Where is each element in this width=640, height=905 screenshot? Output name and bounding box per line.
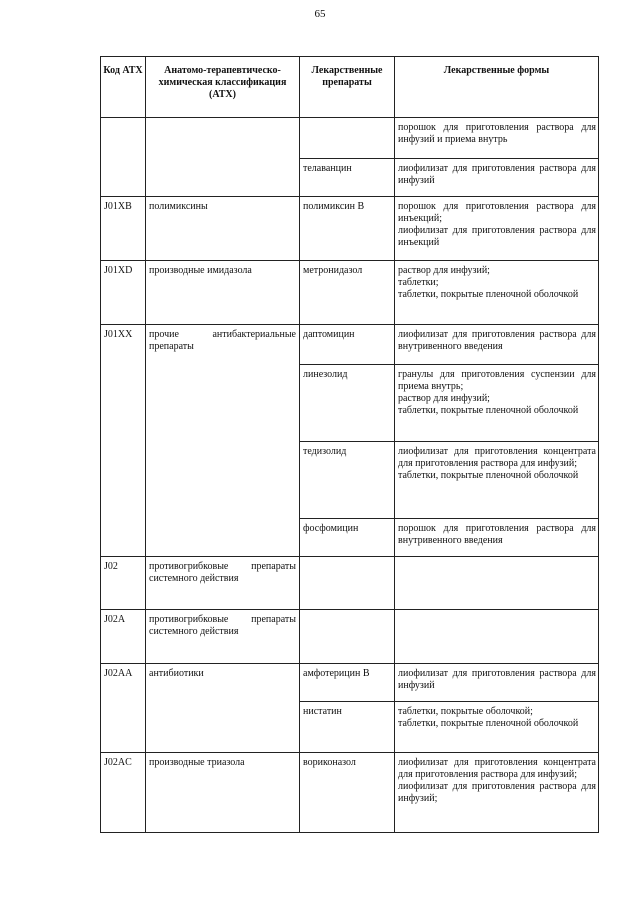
drug-cell: даптомицин [300,325,395,365]
form-line: порошок для приготовления раствора для инъекций; [398,201,596,224]
drug-cell: тедизолид [300,442,395,519]
drug-cell: амфотерицин В [300,664,395,702]
drug-cell: нистатин [300,702,395,753]
drug-cell [300,610,395,664]
table-row [101,325,599,365]
atc-cell: противогрибковые препараты системного действия [146,557,300,610]
forms-cell [395,610,599,664]
atc-drug-table [100,56,599,833]
drug-cell: телаванцин [300,159,395,197]
header-drugs: Лекарственные препараты [300,57,395,118]
form-line: раствор для инфузий; [398,265,490,276]
code-cell [101,118,146,197]
table-row [101,610,599,664]
form-line: лиофилизат для приготовления раствора для инъекций [398,225,596,248]
code-cell: J01XX [101,325,146,557]
forms-cell [395,197,599,261]
code-cell: J02AA [101,664,146,753]
drug-cell: полимиксин В [300,197,395,261]
forms-cell [395,702,599,753]
form-line: гранулы для приготовления суспензии для приема внутрь; [398,369,596,392]
atc-cell: прочие антибактериальные препараты [146,325,300,557]
form-line: таблетки, покрытые пленочной оболочкой [398,470,579,481]
forms-cell [395,557,599,610]
table-header-row [101,57,599,118]
table-row [101,753,599,833]
atc-cell: антибиотики [146,664,300,753]
table-row [101,664,599,702]
page-number: 65 [314,8,326,20]
atc-cell: производные имидазола [146,261,300,325]
form-line: таблетки; [398,277,439,288]
forms-cell: порошок для приготовления раствора для внутривенного введения [395,519,599,557]
atc-cell: противогрибковые препараты системного действия [146,610,300,664]
forms-cell [395,365,599,442]
form-line: таблетки, покрытые пленочной оболочкой [398,289,579,300]
header-code: Код АТХ [101,57,146,118]
forms-cell: лиофилизат для приготовления раствора для инфузий [395,159,599,197]
drug-cell: фосфомицин [300,519,395,557]
code-cell: J02A [101,610,146,664]
form-line: лиофилизат для приготовления концентрата для приготовления раствора для инфузий; [398,757,596,780]
atc-cell [146,118,300,197]
forms-cell [395,442,599,519]
form-line: таблетки, покрытые оболочкой; [398,706,533,717]
drug-cell: вориконазол [300,753,395,833]
table-row [101,261,599,325]
drug-cell [300,118,395,159]
table-row [101,197,599,261]
form-line: лиофилизат для приготовления концентрата для приготовления раствора для инфузий; [398,446,596,469]
code-cell: J01XB [101,197,146,261]
header-forms: Лекарственные формы [395,57,599,118]
form-line: таблетки, покрытые пленочной оболочкой [398,405,579,416]
table-row [101,557,599,610]
header-atc: Анатомо-терапевтическо-химическая классификация (АТХ) [146,57,300,118]
code-cell: J02AC [101,753,146,833]
form-line: раствор для инфузий; [398,393,490,404]
drug-cell: метронидазол [300,261,395,325]
drug-cell: линезолид [300,365,395,442]
form-line: лиофилизат для приготовления раствора для инфузий; [398,781,596,804]
forms-cell: порошок для приготовления раствора для инфузий и приема внутрь [395,118,599,159]
atc-cell: производные триазола [146,753,300,833]
forms-cell [395,261,599,325]
forms-cell: лиофилизат для приготовления раствора для инфузий [395,664,599,702]
table-row [101,118,599,159]
forms-cell: лиофилизат для приготовления раствора для внутривенного введения [395,325,599,365]
form-line: таблетки, покрытые пленочной оболочкой [398,718,579,729]
code-cell: J01XD [101,261,146,325]
code-cell: J02 [101,557,146,610]
drug-cell [300,557,395,610]
atc-cell: полимиксины [146,197,300,261]
forms-cell [395,753,599,833]
